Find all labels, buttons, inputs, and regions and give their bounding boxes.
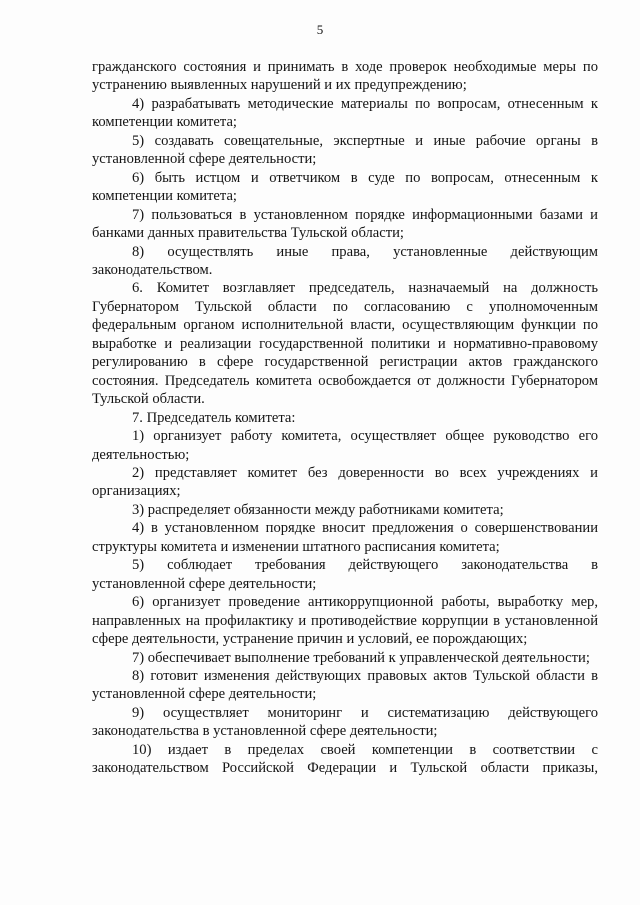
paragraph-continuation: гражданского состояния и принимать в ходе проверок необходимые меры по устранению выявленных нарушений и их предупреждению; — [92, 59, 598, 94]
paragraph-item-8: 8) осуществлять иные права, установленные действующим законодательством. — [92, 243, 598, 278]
document-body — [92, 58, 598, 778]
paragraph-item-5: 5) создавать совещательные, экспертные и иные рабочие органы в установленной сфере деятельности; — [92, 132, 598, 168]
paragraph-chair-duty-3: 3) распределяет обязанности между работниками комитета; — [132, 501, 504, 518]
paragraph-chair-duty-8: 8) готовит изменения действующих правовых актов Тульской области в установленной сфере деятельности; — [92, 667, 598, 703]
paragraph-chair-duty-1: 1) организует работу комитета, осуществляет общее руководство его деятельностью; — [92, 428, 598, 463]
paragraph-chair-duty-2: 2) представляет комитет без доверенности во всех учреждениях и организациях; — [92, 464, 598, 500]
paragraph-section-7-heading: 7. Председатель комитета: — [132, 409, 296, 426]
paragraph-item-6: 6) быть истцом и ответчиком в суде по вопросам, отнесенным к компетенции комитета; — [92, 169, 598, 205]
paragraph-chair-duty-4: 4) в установленном порядке вносит предложения о совершенствовании структуры комитета и изменении штатного расписания комитета; — [92, 520, 598, 555]
paragraph-item-7: 7) пользоваться в установленном порядке информационными базами и банками данных правительства Тульской области; — [92, 206, 598, 242]
paragraph-chair-duty-6: 6) организует проведение антикоррупционной работы, выработку мер, направленных на профилактику и противодействие коррупции в установленной сфере деятельности, устранение причин и условий, ее порождающих; — [92, 594, 598, 648]
paragraph-chair-duty-9: 9) осуществляет мониторинг и систематизацию действующего законодательства в установленной сфере деятельности; — [92, 704, 598, 740]
paragraph-chair-duty-10: 10) издает в пределах своей компетенции в соответствии с законодательством Российской Федерации и Тульской области приказы, — [92, 741, 598, 777]
paragraph-section-6: 6. Комитет возглавляет председатель, назначаемый на должность Губернатором Тульской области по согласованию с уполномоченным федеральным органом исполнительной власти, осуществляющим функции по выработке и реализации государственной политики и нормативно-правовому регулированию в сфере государственной регистрации актов гражданского состояния. Председатель комитета освобождается от должности Губернатором Тульской области. — [92, 280, 598, 408]
paragraph-chair-duty-5: 5) соблюдает требования действующего законодательства в установленной сфере деятельности; — [92, 557, 598, 592]
paragraph-item-4: 4) разрабатывать методические материалы по вопросам, отнесенным к компетенции комитета; — [92, 95, 598, 131]
page-number: 5 — [316, 22, 324, 37]
paragraph-chair-duty-7: 7) обеспечивает выполнение требований к управленческой деятельности; — [132, 649, 590, 666]
